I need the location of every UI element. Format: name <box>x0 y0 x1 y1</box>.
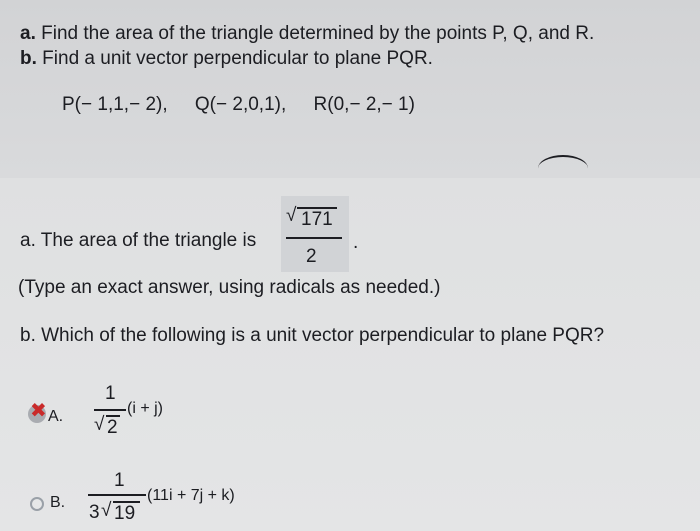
answer-a-hint: (Type an exact answer, using radicals as needed.) <box>18 277 441 298</box>
part-a-label: a. <box>20 23 36 44</box>
option-b-den-coef: 3 <box>89 502 100 523</box>
answer-a-denominator: 2 <box>306 246 317 267</box>
answer-b-prompt: b. Which of the following is a unit vector perpendicular to plane PQR? <box>20 325 605 346</box>
option-b-vector: (11i + 7j + k) <box>147 487 235 504</box>
option-b-letter: B. <box>50 494 66 511</box>
option-b-fraction-bar <box>88 494 146 496</box>
answer-a-prefix: a. The area of the triangle is <box>20 230 257 251</box>
option-b-radio[interactable] <box>30 497 44 511</box>
point-p: P(− 1,1,− 2), <box>62 94 168 115</box>
question-part-b <box>20 48 433 70</box>
incorrect-icon: ✖ <box>30 400 47 422</box>
option-a-letter: A. <box>48 408 64 425</box>
option-b-numerator: 1 <box>114 470 125 491</box>
panel-resize-handle[interactable] <box>538 155 588 171</box>
answer-a-suffix: . <box>353 232 359 253</box>
question-part-a <box>20 23 594 45</box>
part-b-text: Find a unit vector perpendicular to plane PQR. <box>42 48 433 69</box>
option-a-numerator: 1 <box>105 383 116 404</box>
option-a-den-sqrt: 2 <box>107 417 118 438</box>
answer-a-numerator: 171 <box>301 209 333 230</box>
question-panel <box>0 0 700 178</box>
option-b-sqrt-sign: √ <box>101 500 112 521</box>
part-b-label: b. <box>20 48 37 69</box>
points-list <box>62 94 437 116</box>
option-a-fraction-bar <box>94 409 126 411</box>
option-a-sqrt-sign: √ <box>94 414 105 435</box>
part-a-text: Find the area of the triangle determined by the points P, Q, and R. <box>41 23 595 44</box>
point-q: Q(− 2,0,1), <box>194 94 287 115</box>
answer-a-fraction-bar <box>286 237 342 239</box>
point-r: R(0,− 2,− 1) <box>313 94 415 115</box>
option-a-vector: (i + j) <box>127 400 163 417</box>
option-b-den-sqrt: 19 <box>114 503 136 524</box>
answer-a-sqrt-sign: √ <box>286 205 297 226</box>
